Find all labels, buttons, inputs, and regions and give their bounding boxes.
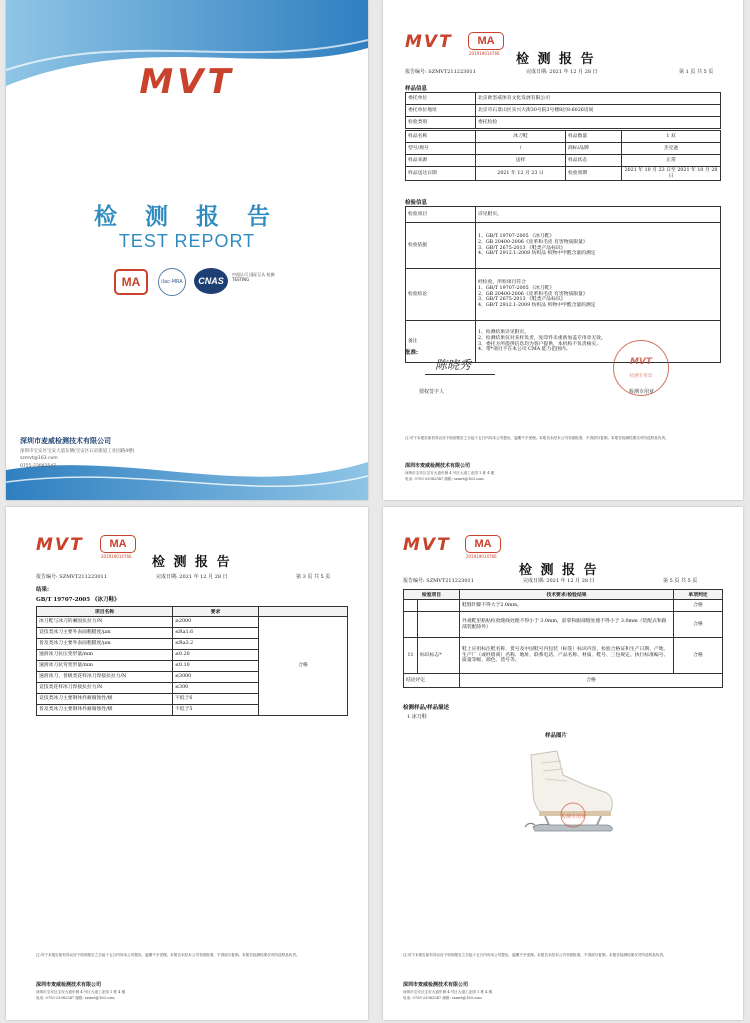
completion-date: 完成日期: 2021 年 12 月 28 日	[156, 574, 228, 580]
page-number: 第 1 页 共 5 页	[679, 69, 714, 75]
sample-photo-section: 检测样品/样品描述	[403, 705, 450, 711]
header-logo: MVT	[405, 32, 453, 52]
footer-company: 深圳市麦威检测技术有限公司	[36, 982, 102, 988]
sample-photo-title: 样品图片	[545, 733, 568, 739]
completion-date: 完成日期: 2021 年 12 月 28 日	[523, 578, 595, 584]
sample-info-heading: 样品信息	[405, 86, 428, 92]
cma-badge: MA	[114, 269, 148, 295]
report-page-1	[383, 0, 743, 500]
report-number: 报告编号: SZMVT211223011	[403, 578, 474, 584]
test-info-table: 检验项目 详见附页。 检验依据 1、GB/T 19707-2005 《冰刀鞋》 2、GB 20400-2006《皮革和毛皮 有害物质限量》 3、GB/T 2675-2013 《鞋类产品标识》 4、GB/T 2912.1-2009 纺织品 织物中甲醛含量的测定 检验结论 经检验，所检项目符合 1、GB/T 19707-2005 《冰刀鞋》 2、GB 20400-2006《皮革和毛皮 有害物质限量》 3、GB/T 2675-2013 《鞋类产品标识》 4、GB/T 2912.1-2009 纺织品 织物中甲醛含量的测定 备注 1、检测结果详见附页。 2、检测结果仅对来样负责，复印件未重新加盖专用章无效。 3、委托方所提供信息均为客户提供，本机构不负责核实。 4、带*项目不在本公司 CMA 能力范围内。	[405, 206, 721, 363]
disclaimer: 注:对于本报告如有异议应于收到报告之日起十五日内向本公司提出，逾期不予受理。本报告未经本公司书面批准，不得部分复制。本报告检测结果仅对所送样品负责。	[36, 953, 300, 957]
cma-mark: MA	[465, 535, 501, 553]
test-seal: MVT 检测专用章	[613, 340, 669, 396]
report-page-3	[6, 507, 368, 1020]
footer-address: 深圳市宝安区宝安大道东侧 4 号区大道工业园 1 栋 4 楼	[405, 471, 495, 475]
results-table: 项目名称 要求 冰刀鞋与冰刀的紧固抗拉力/N ≥2000 合格 竞技类冰刀主要外表面粗糙度/μm ≤Ra1.6 普及类冰刀主要外表面粗糙度/μm ≤Ra3.2 速滑冰刀抗压变形量/mm ≤0.20 速滑冰刀抗弯变形量/mm ≤0.10 速滑冰刀、普级类花样冰刀焊接抗拉力/N ≤3000 竞技类花样冰刀焊接抗拉力/N ≤300 竞技类冰刀主要钢体件耐腐蚀性/级 不低于6 普及类冰刀主要钢体件耐腐蚀性/级 不低于5	[36, 606, 348, 716]
cover-tel: 0755-23082547	[20, 464, 56, 469]
cma-number: 201919014766	[469, 51, 500, 56]
ice-skate-photo	[511, 745, 621, 845]
footer-address: 深圳市宝安区宝安大道东侧 4 号区大道工业园 1 栋 4 楼	[403, 990, 493, 994]
report-title: 检 测 报 告	[516, 52, 596, 67]
cover-title-en: TEST REPORT	[118, 231, 256, 251]
report-number: 报告编号: SZMVT211223011	[36, 574, 107, 580]
stamp-label: 检测专用章	[629, 389, 655, 395]
photo-stamp: 检测专用章	[561, 814, 587, 820]
disclaimer: 注:对于本报告如有异议应于收到报告之日起十五日内向本公司提出，逾期不予受理。本报告未经本公司书面批准，不得部分复制。本报告检测结果仅对所送样品负责。	[405, 436, 669, 440]
footer-contact: 电话: 0755-23082547 邮箱: szmvt@163.com	[405, 477, 484, 481]
cover-address: 深圳市宝安区宝安大道东侧(宝安区石岩街道工业园路4楼)	[20, 449, 135, 454]
sample-photo-item: 1 冰刀鞋	[407, 714, 427, 720]
accreditation-badges	[106, 266, 276, 298]
cover-company: 深圳市麦威检测技术有限公司	[20, 437, 111, 445]
report-number: 报告编号: SZMVT211223011	[405, 69, 476, 75]
signature: 陈晓秀	[435, 358, 472, 372]
cma-number: 201919014766	[466, 554, 497, 559]
cover-title-cn: 检 测 报 告	[93, 203, 281, 230]
cnas-badge: CNAS	[194, 268, 228, 294]
result-label: 结果:	[36, 587, 50, 593]
footer-company: 深圳市麦威检测技术有限公司	[403, 982, 469, 988]
footer-address: 深圳市宝安区宝安大道东侧 4 号区大道工业园 1 栋 4 楼	[36, 990, 126, 994]
cover-bottom-wave	[6, 410, 368, 500]
cma-number: 201919014766	[101, 554, 132, 559]
disclaimer: 注:对于本报告如有异议应于收到报告之日起十五日内向本公司提出，逾期不予受理。本报告未经本公司书面批准，不得部分复制。本报告检测结果仅对所送样品负责。	[403, 953, 667, 957]
cover-email: szmvt@163.com	[20, 456, 58, 461]
header-logo: MVT	[36, 535, 84, 555]
report-title: 检 测 报 告	[152, 555, 232, 570]
approval-label: 批准:	[405, 350, 419, 356]
ilac-badge: ilac-MRA	[158, 268, 186, 296]
footer-contact: 电话: 0755-23082547 邮箱: szmvt@163.com	[36, 996, 115, 1000]
page-number: 第 3 页 共 5 页	[296, 574, 331, 580]
page-number: 第 5 页 共 5 页	[663, 578, 698, 584]
header-logo: MVT	[403, 535, 451, 555]
cover-logo: MVT	[139, 62, 235, 102]
cma-mark: MA	[468, 32, 504, 50]
verdict-cell: 合格	[259, 617, 348, 716]
report-page-5	[383, 507, 743, 1020]
sample-info-table: 样品名称 冰刀鞋 样品数量 1 双 型号/规号 / 商标/品牌 杰克逊 样品来源 送样 样品状态 正常 样品送达日期 2021 年 12 月 23 日 检验周期 2021 年 10 月 23 日至 2021 年 10 月 28 日	[405, 130, 721, 181]
cnas-caption: 中国认可 国际互认 检测 TESTING	[232, 272, 275, 283]
cma-mark: MA	[100, 535, 136, 553]
standard-title: GB/T 19707-2005 《冰刀鞋》	[36, 597, 120, 603]
client-info-table: 委托单位 北京欧坚威体育文化发展有限公司 委托单位地址 北京市石景山区实兴大街30号院3号楼8层8-6026房间 检验类别 委托检验	[405, 92, 721, 129]
completion-date: 完成日期: 2021 年 12 月 28 日	[526, 69, 598, 75]
footer-company: 深圳市麦威检测技术有限公司	[405, 463, 471, 469]
report-title: 检 测 报 告	[519, 563, 599, 578]
cover-page	[6, 0, 368, 500]
item-results-table: 检验项目 技术要求/检验结果 单项判定 鞋缝针脚不得大于2.0mm。 合格 外观鞋里粘贴检验缝线处理不得小于 3.0mm，前掌和跟部缝处理不得小于 3.0mm（装配式和跟部装配除外） 合格 11 标识标志* 鞋上应用标注鞋名称、货号及中国鞋号内包装（标签）标识内容，检验合格证和生产日期、产地、生产厂（或经销商）名称、地址、联系电话、产品名称、材质、鞋号、三包规定、执行标准编号、质量等级、颜色、货号等。 合格 结论评定 合格	[403, 589, 723, 688]
test-info-heading: 检验信息	[405, 200, 428, 206]
signatory-label: 授权签字人	[419, 389, 445, 395]
footer-contact: 电话: 0755-23082547 邮箱: szmvt@163.com	[403, 996, 482, 1000]
signature-line	[425, 374, 495, 375]
